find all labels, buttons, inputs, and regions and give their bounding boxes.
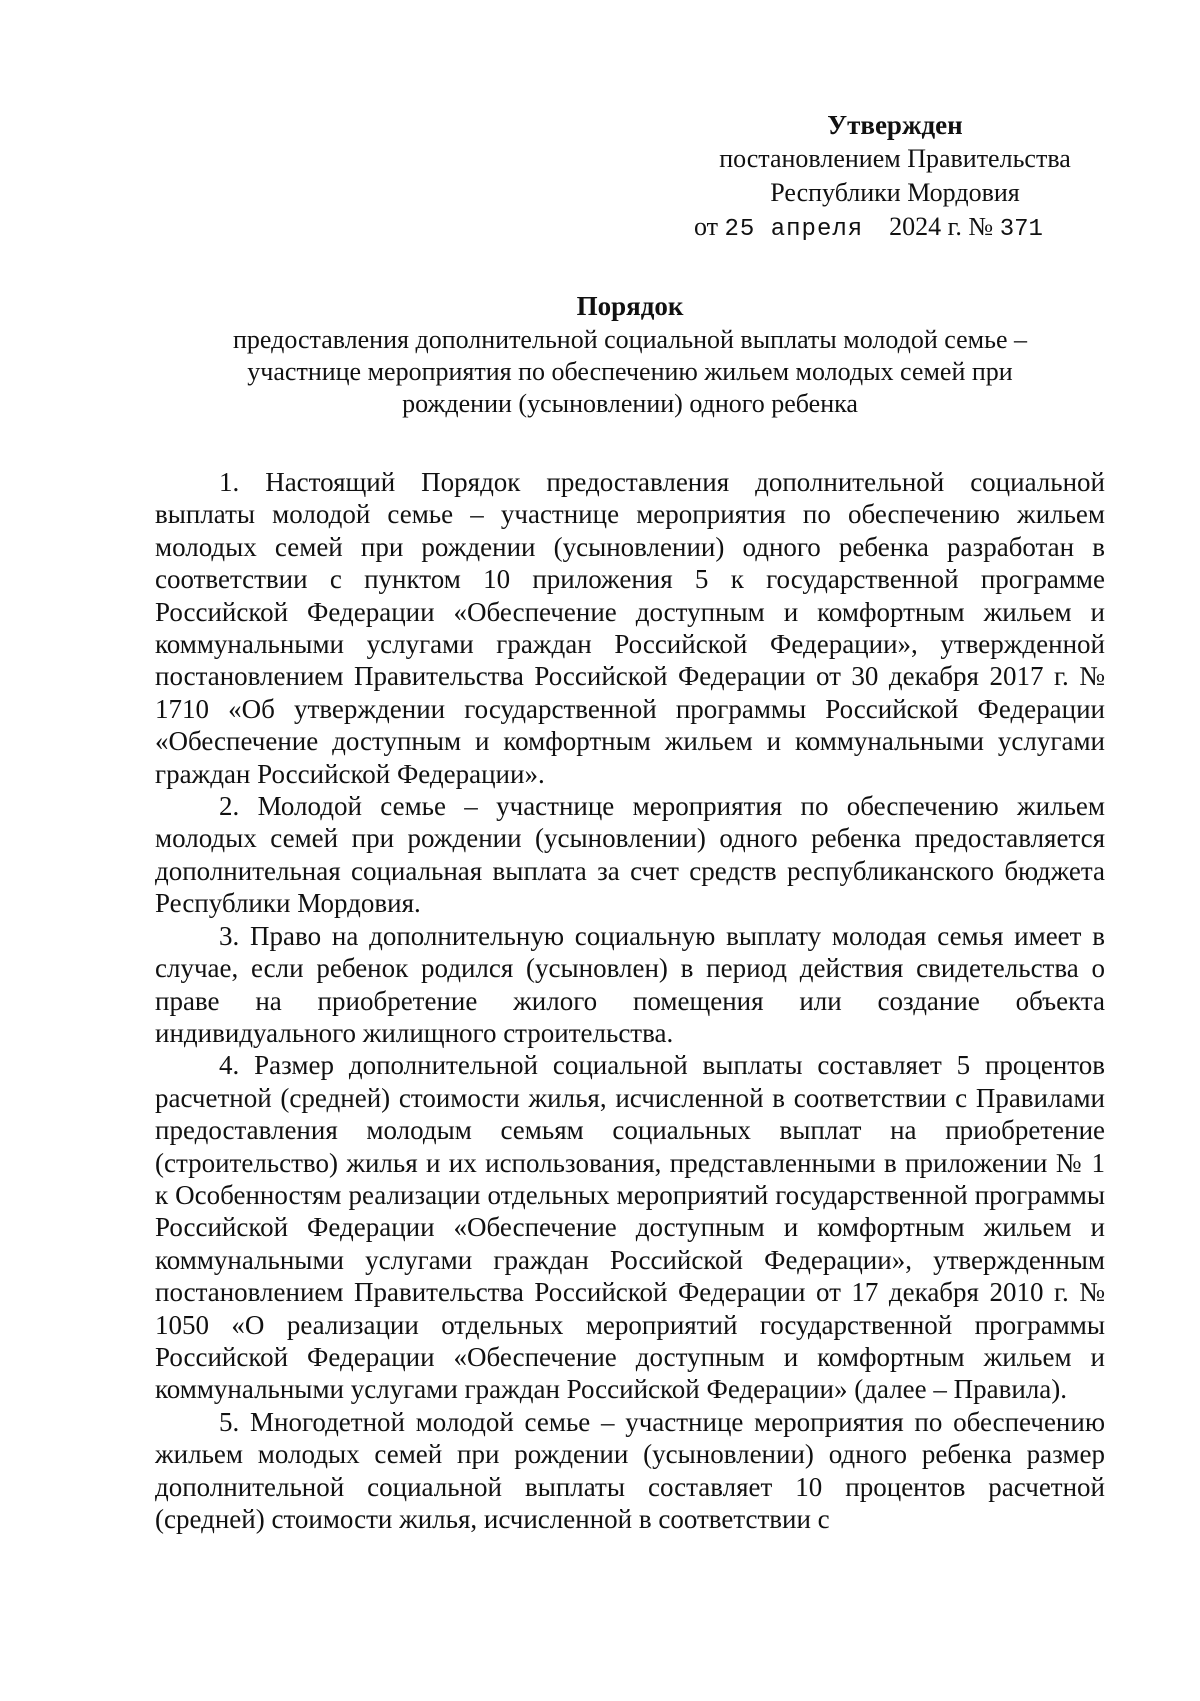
paragraph-4: 4. Размер дополнительной социальной выплаты составляет 5 процентов расчетной (средней) стоимости жилья, исчисленной в соответствии с Правилами предоставления молодым семьям социальных выплат на приобретение (строительство) жилья и их использования, представленными в приложении № 1 к Особенностям реализации отдельных мероприятий государственной программы Российской Федерации «Обеспечение доступным и комфортным жильем и коммунальными услугами граждан Российской Федерации», утвержденным постановлением Правительства Российской Федерации от 17 декабря 2010 г. № 1050 «О реализации отдельных мероприятий государственной программы Российской Федерации «Обеспечение доступным и комфортным жильем и коммунальными услугами граждан Российской Федерации» (далее – Правила). xyxy=(155,1050,1105,1405)
document-subtitle-line-3: рождении (усыновлении) одного ребенка xyxy=(402,389,858,418)
paragraph-2: 2. Молодой семье – участнице мероприятия по обеспечению жильем молодых семей при рождении (усыновлении) одного ребенка предоставляется дополнительная социальная выплата за счет средств республиканского бюджета Республики Мордовия. xyxy=(155,791,1105,919)
document-subtitle-line-1: предоставления дополнительной социальной выплаты молодой семье – xyxy=(232,325,1027,354)
paragraph-3: 3. Право на дополнительную социальную выплату молодая семья имеет в случае, если ребенок родился (усыновлен) в период действия свидетельства о праве на приобретение жилого помещения или создание объекта индивидуального жилищного строительства. xyxy=(155,920,1105,1048)
approval-date-day-month: 25 апреля xyxy=(724,216,864,243)
document-title: Порядок xyxy=(576,291,684,321)
approval-date-prefix: от xyxy=(694,212,719,241)
approved-heading: Утвержден xyxy=(827,110,963,140)
paragraph-5: 5. Многодетной молодой семье – участнице мероприятия по обеспечению жильем молодых семей при рождении (усыновлении) одного ребенка размер дополнительной социальной выплаты составляет 10 процентов расчетной (средней) стоимости жилья, исчисленной в соответствии с xyxy=(155,1406,1105,1534)
document-body xyxy=(155,466,1105,1535)
document-subtitle-line-2: участнице мероприятия по обеспечению жильем молодых семей при xyxy=(247,357,1013,386)
approval-number: 371 xyxy=(999,216,1043,243)
approval-line-government: постановлением Правительства xyxy=(719,144,1071,173)
document-title-block xyxy=(150,290,1110,420)
paragraph-1: 1. Настоящий Порядок предоставления дополнительной социальной выплаты молодой семье – участнице мероприятия по обеспечению жильем молодых семей при рождении (усыновлении) одного ребенка разработан в соответствии с пунктом 10 приложения 5 к государственной программе Российской Федерации «Обеспечение доступным и комфортным жильем и коммунальными услугами граждан Российской Федерации», утвержденной постановлением Правительства Российской Федерации от 30 декабря 2017 г. № 1710 «Об утверждении государственной программы Российской Федерации «Обеспечение доступным и комфортным жильем и коммунальными услугами граждан Российской Федерации». xyxy=(155,467,1105,789)
approval-date-year: 2024 г. № xyxy=(889,212,994,241)
approval-date-line xyxy=(690,210,1100,247)
approval-line-republic: Республики Мордовия xyxy=(770,178,1020,207)
approval-stamp-block xyxy=(690,108,1100,247)
